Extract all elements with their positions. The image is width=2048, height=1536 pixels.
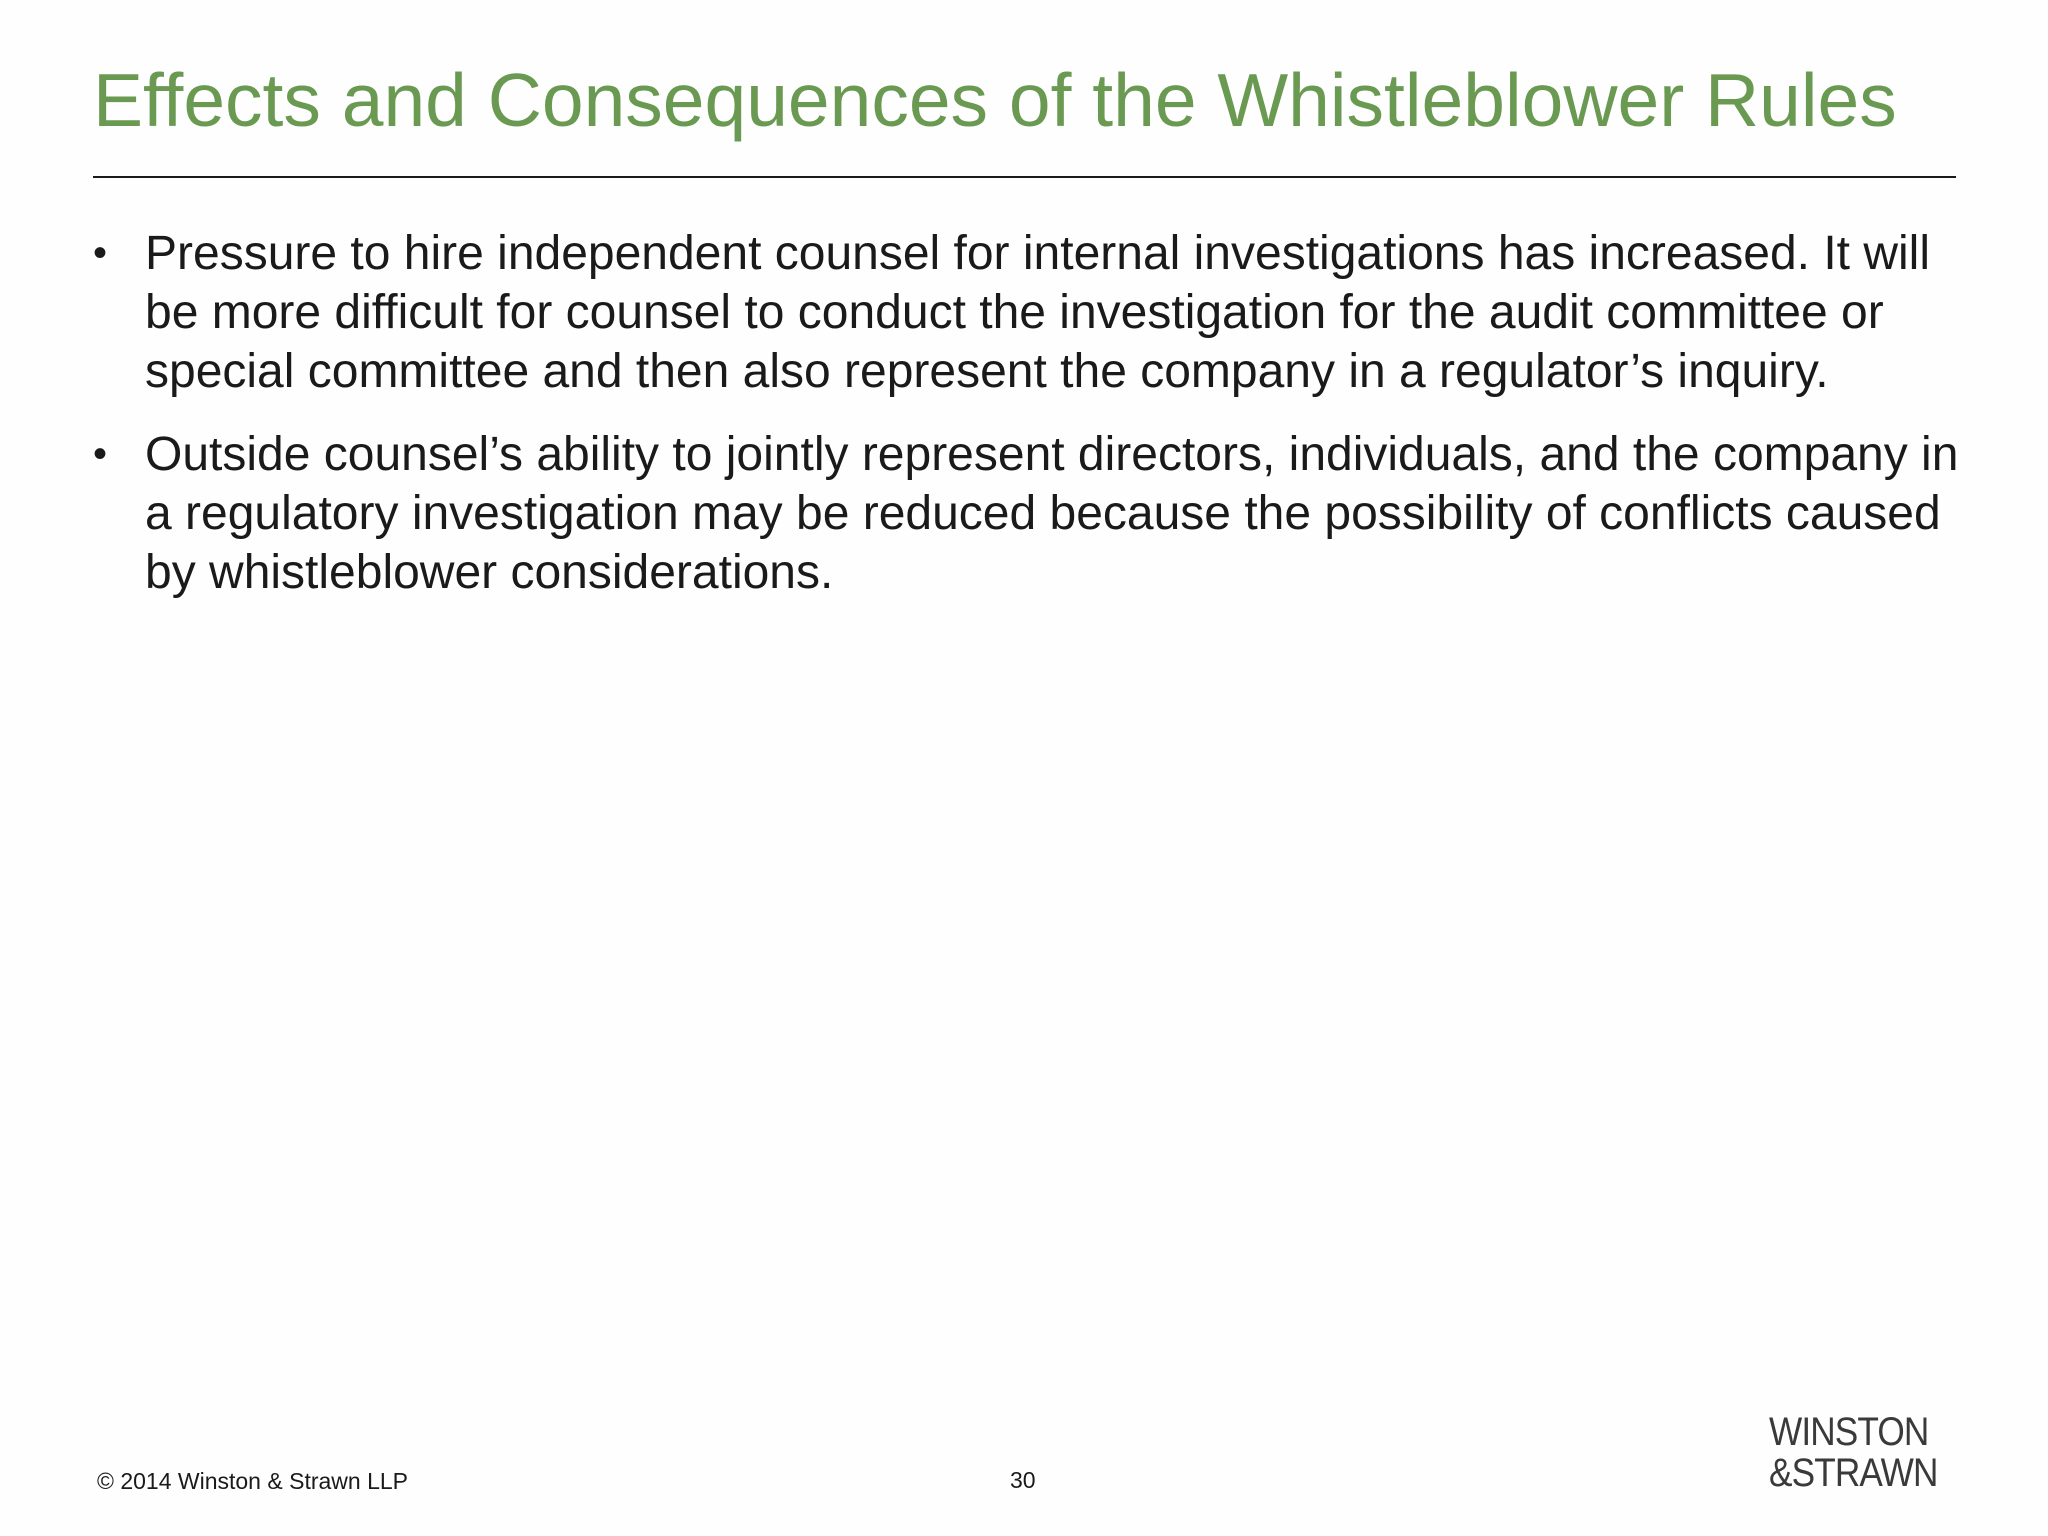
logo-line-1: WINSTON [1769, 1410, 1929, 1454]
title-divider [93, 176, 1956, 178]
logo-line-2: &STRAWN [1769, 1451, 1938, 1495]
bullet-marker: • [93, 231, 108, 275]
page-number: 30 [1010, 1467, 1036, 1493]
slide-title: Effects and Consequences of the Whistleblower Rules [93, 58, 1897, 142]
bullet-marker: • [93, 432, 108, 476]
bullet-text: Pressure to hire independent counsel for internal investigations has increased. It will be more difficult for counsel to conduct the investigation for the audit committee or special committee and then also represent the company in a regulator’s inquiry. [145, 227, 1930, 398]
bullet-item [93, 224, 1963, 401]
bullet-list [93, 224, 1963, 626]
bullet-item [93, 425, 1963, 602]
winston-strawn-logo [1769, 1412, 1936, 1494]
bullet-text: Outside counsel’s ability to jointly represent directors, individuals, and the company in a regulatory investigation may be reduced because the possibility of conflicts caused by whistleblower considerations. [145, 428, 1959, 599]
footer-copyright: © 2014 Winston & Strawn LLP [97, 1468, 408, 1494]
